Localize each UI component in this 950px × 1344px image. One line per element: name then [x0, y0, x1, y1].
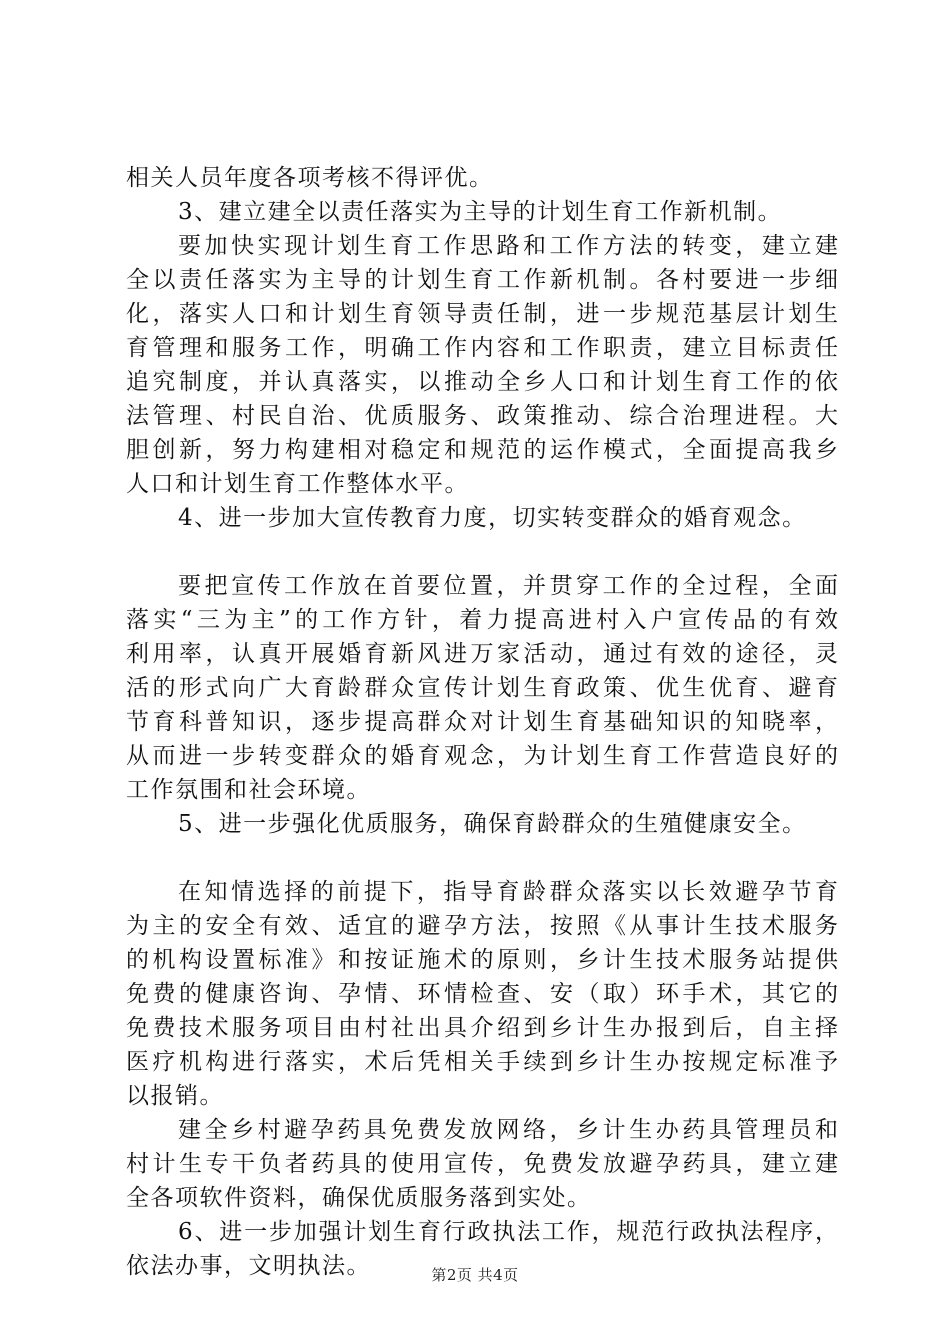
paragraph-line: 化，落实人口和计划生育领导责任制，进一步规范基层计划生 — [126, 301, 838, 327]
paragraph-line: 育管理和服务工作，明确工作内容和工作职责，建立目标责任 — [126, 335, 838, 361]
paragraph-line: 的机构设置标准》和按证施术的原则，乡计生技术服务站提供 — [126, 947, 838, 973]
paragraph-line: 全各项软件资料，确保优质服务落到实处。 — [126, 1185, 592, 1211]
paragraph-line: 全以责任落实为主导的计划生育工作新机制。各村要进一步细 — [126, 267, 838, 293]
section-heading-5: 5、进一步强化优质服务，确保育龄群众的生殖健康安全。 — [178, 811, 807, 837]
paragraph-line: 在知情选择的前提下，指导育龄群众落实以长效避孕节育 — [178, 879, 838, 905]
paragraph-line: 追究制度，并认真落实，以推动全乡人口和计划生育工作的依 — [126, 369, 838, 395]
paragraph-line: 以报销。 — [126, 1083, 224, 1109]
paragraph-line: 利用率，认真开展婚育新风进万家活动，通过有效的途径，灵 — [126, 641, 838, 667]
paragraph-line: 工作氛围和社会环境。 — [126, 777, 371, 803]
section-heading-6: 6、进一步加强计划生育行政执法工作，规范行政执法程序， — [178, 1219, 838, 1245]
paragraph-line: 活的形式向广大育龄群众宣传计划生育政策、优生优育、避育 — [126, 675, 838, 701]
paragraph-line: 依法办事，文明执法。 — [126, 1253, 371, 1279]
paragraph-line: 人口和计划生育工作整体水平。 — [126, 471, 469, 497]
paragraph-spacer — [126, 535, 838, 569]
paragraph-line: 要把宣传工作放在首要位置，并贯穿工作的全过程，全面 — [178, 573, 838, 599]
paragraph-spacer — [126, 841, 838, 875]
paragraph-line: 为主的安全有效、适宜的避孕方法，按照《从事计生技术服务 — [126, 913, 838, 939]
paragraph-line: 免费的健康咨询、孕情、环情检查、安（取）环手术，其它的 — [126, 981, 838, 1007]
paragraph-line: 胆创新，努力构建相对稳定和规范的运作模式，全面提高我乡 — [126, 437, 838, 463]
paragraph-line: 免费技术服务项目由村社出具介绍到乡计生办报到后，自主择 — [126, 1015, 838, 1041]
document-body — [126, 161, 838, 1283]
paragraph-line: 要加快实现计划生育工作思路和工作方法的转变，建立建 — [178, 233, 838, 259]
paragraph-line: 法管理、村民自治、优质服务、政策推动、综合治理进程。大 — [126, 403, 838, 429]
paragraph-line: 从而进一步转变群众的婚育观念，为计划生育工作营造良好的 — [126, 743, 838, 769]
paragraph-line: 村计生专干负者药具的使用宣传，免费发放避孕药具，建立建 — [126, 1151, 838, 1177]
section-heading-4: 4、进一步加大宣传教育力度，切实转变群众的婚育观念。 — [178, 505, 807, 531]
paragraph-line: 落实“三为主”的工作方针，着力提高进村入户宣传品的有效 — [126, 607, 838, 633]
paragraph-line: 相关人员年度各项考核不得评优。 — [126, 165, 494, 191]
paragraph-line: 节育科普知识，逐步提高群众对计划生育基础知识的知晓率， — [126, 709, 838, 735]
section-heading-3: 3、建立建全以责任落实为主导的计划生育工作新机制。 — [178, 199, 783, 225]
paragraph-line: 医疗机构进行落实，术后凭相关手续到乡计生办按规定标准予 — [126, 1049, 838, 1075]
paragraph-line: 建全乡村避孕药具免费发放网络，乡计生办药具管理员和 — [178, 1117, 838, 1143]
page-footer: 第2页 共4页 — [431, 1266, 519, 1284]
